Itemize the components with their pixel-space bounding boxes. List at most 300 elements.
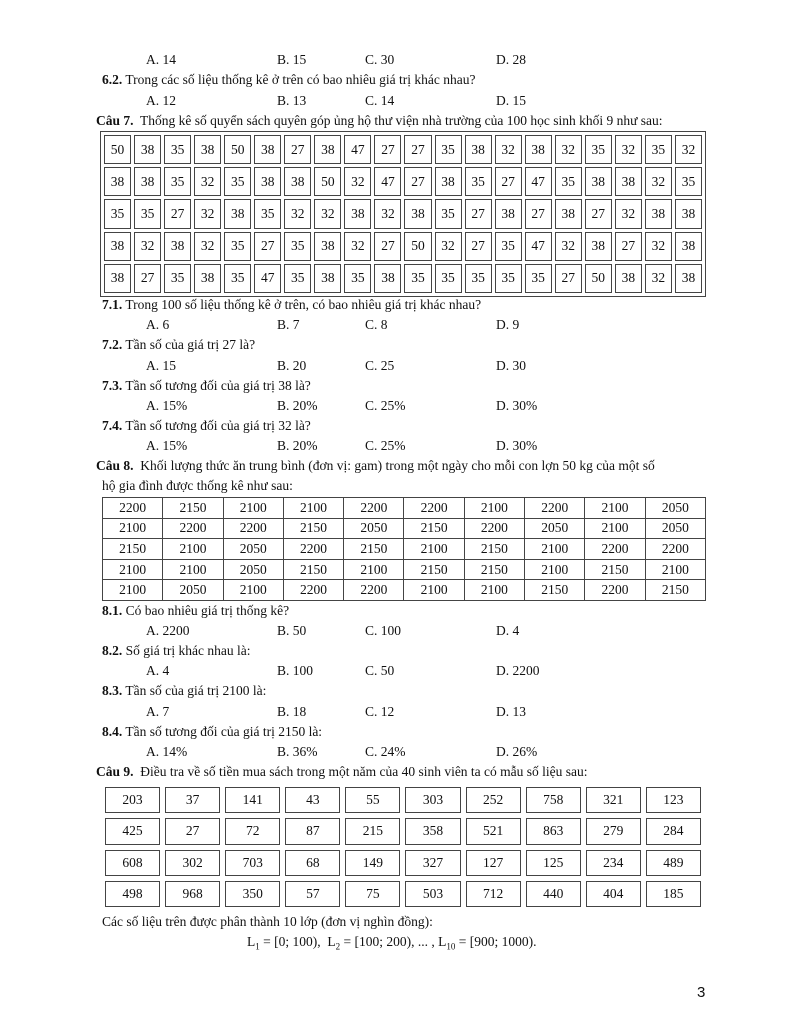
table-cell: 50 bbox=[314, 167, 341, 196]
table-cell: 43 bbox=[285, 787, 340, 813]
option-d: D. 30 bbox=[496, 358, 526, 373]
table-cell: 302 bbox=[165, 850, 220, 876]
table-cell: 32 bbox=[675, 135, 702, 164]
table-cell: 2050 bbox=[525, 518, 585, 539]
table-cell: 327 bbox=[405, 850, 460, 876]
table-cell: 35 bbox=[254, 199, 281, 228]
table-cell: 50 bbox=[224, 135, 251, 164]
options-row-6-2 bbox=[146, 93, 706, 109]
table-cell: 2150 bbox=[404, 559, 464, 580]
table-cell: 35 bbox=[435, 264, 462, 293]
option-d: D. 13 bbox=[496, 704, 526, 719]
class-l1-label: L bbox=[247, 934, 256, 949]
table-cell: 38 bbox=[104, 264, 131, 293]
table-cell: 35 bbox=[585, 135, 612, 164]
option-d: D. 9 bbox=[496, 317, 520, 332]
option-a: A. 14% bbox=[146, 744, 188, 759]
table-row bbox=[104, 199, 702, 228]
table-cell: 123 bbox=[646, 787, 701, 813]
table-cell: 32 bbox=[495, 135, 522, 164]
table-row bbox=[103, 559, 706, 580]
option-a: A. 12 bbox=[146, 93, 176, 108]
class-l2-value: = [100; 200), ... , bbox=[340, 934, 439, 949]
question-text: Trong các số liệu thống kê ở trên có bao nhiêu giá trị khác nhau? bbox=[125, 72, 476, 87]
option-c: C. 25% bbox=[365, 398, 406, 413]
table-cell: 27 bbox=[165, 818, 220, 844]
table-cell: 521 bbox=[466, 818, 521, 844]
options-row-8-2 bbox=[146, 663, 706, 679]
class-description bbox=[102, 914, 433, 930]
table-cell: 27 bbox=[254, 232, 281, 261]
table-cell: 38 bbox=[254, 135, 281, 164]
option-a: A. 6 bbox=[146, 317, 170, 332]
question-number: 7.4. bbox=[102, 418, 123, 433]
question-6-2 bbox=[102, 72, 475, 88]
table-cell: 35 bbox=[645, 135, 672, 164]
table-cell: 27 bbox=[615, 232, 642, 261]
question-number: 8.3. bbox=[102, 683, 123, 698]
question-label: Câu 7. bbox=[96, 113, 134, 128]
question-8-1 bbox=[102, 603, 289, 619]
table-row bbox=[103, 580, 706, 601]
table-row bbox=[105, 818, 701, 844]
table-cell: 252 bbox=[466, 787, 521, 813]
table-cell: 32 bbox=[194, 167, 221, 196]
options-row-7-3 bbox=[146, 398, 706, 414]
table-cell: 404 bbox=[586, 881, 641, 907]
table-row bbox=[105, 881, 701, 907]
table-cell: 38 bbox=[104, 232, 131, 261]
table-cell: 32 bbox=[374, 199, 401, 228]
table-cell: 2100 bbox=[585, 518, 645, 539]
option-a: A. 4 bbox=[146, 663, 170, 678]
table-cell: 2100 bbox=[404, 539, 464, 560]
table-cell: 35 bbox=[495, 264, 522, 293]
option-d: D. 30% bbox=[496, 398, 538, 413]
table-cell: 38 bbox=[314, 232, 341, 261]
table-cell: 35 bbox=[675, 167, 702, 196]
table-cell: 2200 bbox=[223, 518, 283, 539]
question-9 bbox=[96, 764, 588, 780]
table-row bbox=[103, 518, 706, 539]
table-cell: 32 bbox=[194, 199, 221, 228]
option-c: C. 30 bbox=[365, 52, 395, 67]
table-cell: 185 bbox=[646, 881, 701, 907]
table-cell: 2200 bbox=[645, 539, 705, 560]
question-7-2 bbox=[102, 337, 255, 353]
table-row bbox=[103, 498, 706, 519]
table-cell: 2100 bbox=[223, 580, 283, 601]
table-cell: 2050 bbox=[344, 518, 404, 539]
table-cell: 38 bbox=[404, 199, 431, 228]
table-cell: 35 bbox=[284, 232, 311, 261]
class-l2-sub: 2 bbox=[335, 941, 341, 952]
table-cell: 284 bbox=[646, 818, 701, 844]
table-cell: 2200 bbox=[464, 518, 524, 539]
option-c: C. 100 bbox=[365, 623, 402, 638]
table-cell: 215 bbox=[345, 818, 400, 844]
table-row bbox=[104, 135, 702, 164]
question-number: 7.2. bbox=[102, 337, 123, 352]
question-text: Khối lượng thức ăn trung bình (đơn vị: gam) trong một ngày cho mỗi con lợn 50 kg của một số bbox=[140, 458, 655, 473]
question-text: Thống kê số quyển sách quyên góp ủng hộ thư viện nhà trường của 100 học sinh khối 9 như sau: bbox=[140, 113, 663, 128]
table-cell: 2050 bbox=[645, 518, 705, 539]
table-cell: 47 bbox=[254, 264, 281, 293]
table-cell: 321 bbox=[586, 787, 641, 813]
table-cell: 32 bbox=[615, 199, 642, 228]
class-l10-sub: 10 bbox=[446, 941, 456, 952]
table-cell: 32 bbox=[314, 199, 341, 228]
option-d: D. 28 bbox=[496, 52, 526, 67]
table-cell: 38 bbox=[525, 135, 552, 164]
table-cell: 2200 bbox=[283, 539, 343, 560]
table-cell: 38 bbox=[254, 167, 281, 196]
table-cell: 35 bbox=[465, 264, 492, 293]
table-cell: 2150 bbox=[464, 559, 524, 580]
table-cell: 75 bbox=[345, 881, 400, 907]
option-c: C. 14 bbox=[365, 93, 395, 108]
table-cell: 32 bbox=[284, 199, 311, 228]
table-cell: 35 bbox=[224, 167, 251, 196]
table-cell: 38 bbox=[615, 167, 642, 196]
table-cell: 32 bbox=[344, 167, 371, 196]
table-cell: 38 bbox=[224, 199, 251, 228]
data-table-q7 bbox=[100, 131, 706, 297]
table-row bbox=[104, 232, 702, 261]
table-cell: 35 bbox=[284, 264, 311, 293]
table-cell: 38 bbox=[675, 264, 702, 293]
table-cell: 141 bbox=[225, 787, 280, 813]
question-text: Tần số của giá trị 2100 là: bbox=[125, 683, 267, 698]
question-8-2 bbox=[102, 643, 250, 659]
table-cell: 2150 bbox=[464, 539, 524, 560]
table-cell: 863 bbox=[526, 818, 581, 844]
table-cell: 35 bbox=[164, 135, 191, 164]
table-cell: 38 bbox=[194, 135, 221, 164]
page-number: 3 bbox=[697, 984, 706, 1001]
question-number: 6.2. bbox=[102, 72, 123, 87]
table-cell: 2050 bbox=[163, 580, 223, 601]
option-b: B. 100 bbox=[277, 663, 314, 678]
table-cell: 57 bbox=[285, 881, 340, 907]
table-cell: 2200 bbox=[163, 518, 223, 539]
option-a: A. 15% bbox=[146, 398, 188, 413]
table-cell: 38 bbox=[645, 199, 672, 228]
question-8-3 bbox=[102, 683, 266, 699]
class-l10-label: L bbox=[438, 934, 447, 949]
table-cell: 38 bbox=[465, 135, 492, 164]
table-cell: 2100 bbox=[645, 559, 705, 580]
table-cell: 358 bbox=[405, 818, 460, 844]
table-cell: 38 bbox=[194, 264, 221, 293]
table-cell: 2150 bbox=[645, 580, 705, 601]
table-cell: 127 bbox=[466, 850, 521, 876]
option-b: B. 20% bbox=[277, 398, 318, 413]
table-cell: 2200 bbox=[344, 498, 404, 519]
options-row-7-1 bbox=[146, 317, 706, 333]
table-cell: 32 bbox=[555, 135, 582, 164]
table-row bbox=[103, 539, 706, 560]
table-cell: 125 bbox=[526, 850, 581, 876]
table-cell: 35 bbox=[104, 199, 131, 228]
table-row bbox=[105, 850, 701, 876]
table-cell: 2100 bbox=[103, 518, 163, 539]
table-cell: 27 bbox=[585, 199, 612, 228]
table-cell: 32 bbox=[645, 167, 672, 196]
table-cell: 32 bbox=[645, 264, 672, 293]
table-cell: 2200 bbox=[585, 580, 645, 601]
table-cell: 2100 bbox=[525, 559, 585, 580]
question-number: 7.3. bbox=[102, 378, 123, 393]
table-cell: 32 bbox=[344, 232, 371, 261]
options-row-8-3 bbox=[146, 704, 706, 720]
option-b: B. 50 bbox=[277, 623, 307, 638]
table-cell: 608 bbox=[105, 850, 160, 876]
option-c: C. 25% bbox=[365, 438, 406, 453]
table-cell: 27 bbox=[525, 199, 552, 228]
table-cell: 2100 bbox=[163, 559, 223, 580]
table-cell: 2150 bbox=[344, 539, 404, 560]
table-cell: 35 bbox=[344, 264, 371, 293]
table-cell: 35 bbox=[495, 232, 522, 261]
table-cell: 2100 bbox=[103, 559, 163, 580]
table-cell: 279 bbox=[586, 818, 641, 844]
table-cell: 47 bbox=[525, 232, 552, 261]
table-cell: 703 bbox=[225, 850, 280, 876]
table-cell: 2050 bbox=[645, 498, 705, 519]
class-l1-value: = [0; 100), bbox=[259, 934, 328, 949]
table-cell: 38 bbox=[344, 199, 371, 228]
option-d: D. 26% bbox=[496, 744, 538, 759]
table-cell: 303 bbox=[405, 787, 460, 813]
question-7 bbox=[96, 113, 663, 129]
table-cell: 32 bbox=[435, 232, 462, 261]
table-cell: 503 bbox=[405, 881, 460, 907]
table-cell: 38 bbox=[435, 167, 462, 196]
table-cell: 35 bbox=[465, 167, 492, 196]
table-cell: 35 bbox=[525, 264, 552, 293]
table-cell: 498 bbox=[105, 881, 160, 907]
question-number: 7.1. bbox=[102, 297, 123, 312]
table-cell: 2150 bbox=[283, 559, 343, 580]
table-cell: 38 bbox=[675, 199, 702, 228]
table-cell: 489 bbox=[646, 850, 701, 876]
option-d: D. 15 bbox=[496, 93, 526, 108]
table-row bbox=[104, 167, 702, 196]
table-cell: 2050 bbox=[223, 539, 283, 560]
class-l1-sub: 1 bbox=[255, 941, 260, 952]
question-text: Tần số tương đối của giá trị 32 là? bbox=[125, 418, 311, 433]
options-row-7-4 bbox=[146, 438, 706, 454]
question-label: Câu 8. bbox=[96, 458, 134, 473]
question-text: Tần số tương đối của giá trị 38 là? bbox=[125, 378, 311, 393]
table-cell: 27 bbox=[495, 167, 522, 196]
question-number: 8.4. bbox=[102, 724, 123, 739]
table-cell: 2150 bbox=[103, 539, 163, 560]
table-cell: 234 bbox=[586, 850, 641, 876]
options-row-8-1 bbox=[146, 623, 706, 639]
question-8 bbox=[96, 458, 655, 474]
table-cell: 2200 bbox=[344, 580, 404, 601]
table-cell: 38 bbox=[374, 264, 401, 293]
table-cell: 38 bbox=[495, 199, 522, 228]
table-cell: 2100 bbox=[525, 539, 585, 560]
table-cell: 87 bbox=[285, 818, 340, 844]
options-row-7-2 bbox=[146, 358, 706, 374]
description-text: Các số liệu trên được phân thành 10 lớp (đơn vị nghìn đồng): bbox=[102, 914, 433, 929]
table-cell: 2200 bbox=[283, 580, 343, 601]
question-7-3 bbox=[102, 378, 311, 394]
options-row-top bbox=[146, 52, 706, 68]
option-b: B. 13 bbox=[277, 93, 307, 108]
option-b: B. 18 bbox=[277, 704, 307, 719]
table-cell: 2150 bbox=[283, 518, 343, 539]
option-c: C. 25 bbox=[365, 358, 395, 373]
option-c: C. 8 bbox=[365, 317, 388, 332]
table-cell: 712 bbox=[466, 881, 521, 907]
question-number: 8.1. bbox=[102, 603, 123, 618]
table-cell: 2200 bbox=[525, 498, 585, 519]
option-b: B. 7 bbox=[277, 317, 300, 332]
table-cell: 35 bbox=[404, 264, 431, 293]
table-cell: 27 bbox=[465, 199, 492, 228]
option-a: A. 2200 bbox=[146, 623, 190, 638]
option-a: A. 15 bbox=[146, 358, 176, 373]
table-row bbox=[104, 264, 702, 293]
table-cell: 27 bbox=[465, 232, 492, 261]
option-a: A. 7 bbox=[146, 704, 170, 719]
table-cell: 47 bbox=[525, 167, 552, 196]
table-cell: 27 bbox=[284, 135, 311, 164]
option-a: A. 15% bbox=[146, 438, 188, 453]
table-cell: 37 bbox=[165, 787, 220, 813]
question-text: Tần số của giá trị 27 là? bbox=[125, 337, 256, 352]
table-cell: 758 bbox=[526, 787, 581, 813]
table-cell: 2100 bbox=[163, 539, 223, 560]
table-cell: 440 bbox=[526, 881, 581, 907]
table-cell: 38 bbox=[134, 167, 161, 196]
table-cell: 968 bbox=[165, 881, 220, 907]
table-cell: 38 bbox=[675, 232, 702, 261]
options-row-8-4 bbox=[146, 744, 706, 760]
table-cell: 2100 bbox=[404, 580, 464, 601]
table-cell: 38 bbox=[555, 199, 582, 228]
option-d: D. 2200 bbox=[496, 663, 540, 678]
question-7-1 bbox=[102, 297, 481, 313]
table-cell: 2100 bbox=[464, 580, 524, 601]
table-cell: 38 bbox=[134, 135, 161, 164]
question-8-continuation bbox=[102, 478, 293, 494]
table-cell: 55 bbox=[345, 787, 400, 813]
table-cell: 2100 bbox=[103, 580, 163, 601]
option-d: D. 4 bbox=[496, 623, 520, 638]
table-cell: 149 bbox=[345, 850, 400, 876]
table-cell: 68 bbox=[285, 850, 340, 876]
table-cell: 32 bbox=[615, 135, 642, 164]
table-cell: 203 bbox=[105, 787, 160, 813]
table-cell: 35 bbox=[435, 199, 462, 228]
table-cell: 27 bbox=[164, 199, 191, 228]
option-b: B. 20 bbox=[277, 358, 307, 373]
table-cell: 32 bbox=[134, 232, 161, 261]
question-text: Điều tra về số tiền mua sách trong một năm của 40 sinh viên ta có mẫu số liệu sau: bbox=[140, 764, 588, 779]
question-number: 8.2. bbox=[102, 643, 123, 658]
option-d: D. 30% bbox=[496, 438, 538, 453]
table-cell: 38 bbox=[615, 264, 642, 293]
question-text: hộ gia đình được thống kê như sau: bbox=[102, 478, 293, 493]
table-cell: 50 bbox=[404, 232, 431, 261]
table-cell: 47 bbox=[344, 135, 371, 164]
table-cell: 38 bbox=[585, 232, 612, 261]
table-cell: 27 bbox=[404, 167, 431, 196]
table-cell: 50 bbox=[104, 135, 131, 164]
table-cell: 2150 bbox=[163, 498, 223, 519]
table-cell: 27 bbox=[374, 135, 401, 164]
question-text: Trong 100 số liệu thống kê ở trên, có bao nhiêu giá trị khác nhau? bbox=[125, 297, 482, 312]
table-cell: 35 bbox=[134, 199, 161, 228]
table-cell: 27 bbox=[555, 264, 582, 293]
table-cell: 2150 bbox=[404, 518, 464, 539]
table-cell: 32 bbox=[555, 232, 582, 261]
table-cell: 32 bbox=[645, 232, 672, 261]
option-b: B. 36% bbox=[277, 744, 318, 759]
class-l10-value: = [900; 1000). bbox=[455, 934, 537, 949]
table-cell: 38 bbox=[314, 264, 341, 293]
table-cell: 38 bbox=[164, 232, 191, 261]
table-cell: 35 bbox=[164, 167, 191, 196]
table-cell: 50 bbox=[585, 264, 612, 293]
table-cell: 38 bbox=[284, 167, 311, 196]
table-cell: 72 bbox=[225, 818, 280, 844]
table-cell: 35 bbox=[435, 135, 462, 164]
table-cell: 38 bbox=[314, 135, 341, 164]
option-c: C. 50 bbox=[365, 663, 395, 678]
class-intervals bbox=[247, 934, 536, 955]
table-row bbox=[105, 787, 701, 813]
table-cell: 2100 bbox=[223, 498, 283, 519]
table-cell: 2100 bbox=[344, 559, 404, 580]
table-cell: 2150 bbox=[525, 580, 585, 601]
table-cell: 2200 bbox=[585, 539, 645, 560]
table-cell: 2150 bbox=[585, 559, 645, 580]
table-cell: 2100 bbox=[464, 498, 524, 519]
option-a: A. 14 bbox=[146, 52, 176, 67]
question-text: Số giá trị khác nhau là: bbox=[125, 643, 251, 658]
option-c: C. 12 bbox=[365, 704, 395, 719]
table-cell: 35 bbox=[224, 264, 251, 293]
table-cell: 27 bbox=[134, 264, 161, 293]
table-cell: 2200 bbox=[404, 498, 464, 519]
class-l2-label: L bbox=[327, 934, 336, 949]
data-table-q8 bbox=[102, 497, 706, 601]
table-cell: 2100 bbox=[283, 498, 343, 519]
table-cell: 32 bbox=[194, 232, 221, 261]
table-cell: 2100 bbox=[585, 498, 645, 519]
table-cell: 35 bbox=[224, 232, 251, 261]
table-cell: 2200 bbox=[103, 498, 163, 519]
table-cell: 38 bbox=[585, 167, 612, 196]
question-8-4 bbox=[102, 724, 322, 740]
data-table-q9 bbox=[100, 782, 706, 912]
question-7-4 bbox=[102, 418, 311, 434]
question-text: Tần số tương đối của giá trị 2150 là: bbox=[125, 724, 323, 739]
table-cell: 2050 bbox=[223, 559, 283, 580]
table-cell: 47 bbox=[374, 167, 401, 196]
table-cell: 27 bbox=[374, 232, 401, 261]
table-cell: 425 bbox=[105, 818, 160, 844]
question-text: Có bao nhiêu giá trị thống kê? bbox=[125, 603, 290, 618]
table-cell: 350 bbox=[225, 881, 280, 907]
